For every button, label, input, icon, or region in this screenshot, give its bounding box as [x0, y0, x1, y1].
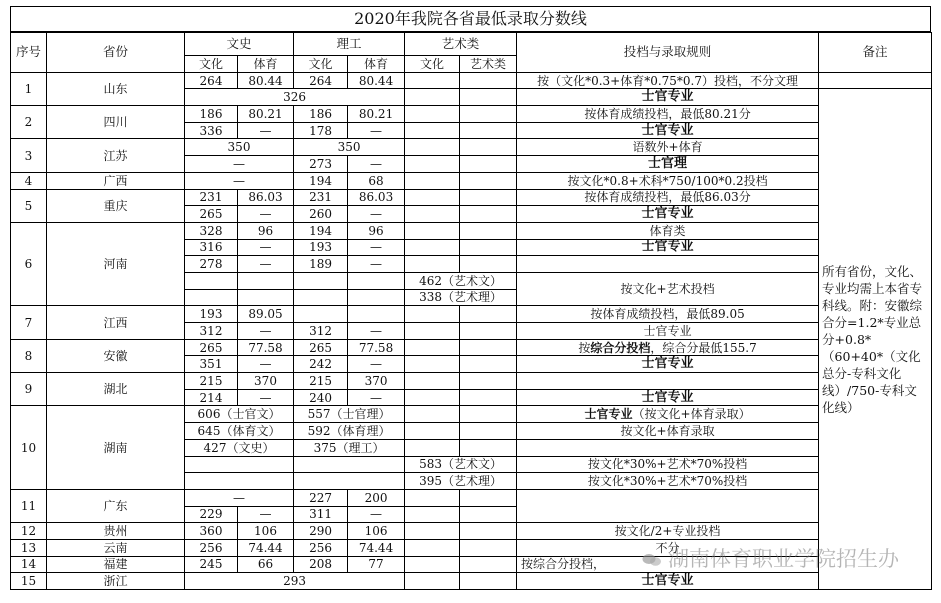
- cell: [405, 172, 460, 189]
- rule-cell: 按文化*30%+艺术*70%投档: [517, 473, 819, 490]
- cell: [405, 339, 460, 356]
- rule-cell: 按文化+艺术投档: [517, 272, 819, 305]
- row-province: 浙江: [47, 573, 185, 590]
- rule-cell: 士官理: [517, 156, 819, 173]
- header-rules: 投档与录取规则: [517, 33, 819, 73]
- cell: 215: [294, 373, 348, 390]
- table-row: [11, 406, 932, 423]
- row-seq: 15: [11, 573, 47, 590]
- cell: [405, 506, 460, 523]
- cell: 583（艺术文）: [405, 456, 517, 473]
- cell: 264: [185, 72, 238, 89]
- cell: —: [348, 323, 405, 340]
- row-province: 广东: [47, 489, 185, 522]
- cell: 592（体育理）: [294, 423, 405, 440]
- cell: 214: [185, 389, 238, 406]
- cell: 326: [185, 89, 405, 106]
- rule-cell: 按文化*0.8+术科*750/100*0.2投档: [517, 172, 819, 189]
- table-row: [11, 72, 932, 89]
- rule-cell: [517, 256, 819, 273]
- rule-text: 按: [578, 340, 591, 355]
- cell: —: [238, 239, 294, 256]
- rule-cell: [517, 339, 819, 356]
- cell: [460, 106, 517, 123]
- header-tiyu: 体育: [238, 56, 294, 73]
- cell: 265: [185, 206, 238, 223]
- cell: —: [348, 239, 405, 256]
- cell: 200: [348, 489, 405, 506]
- cell: 395（艺术理）: [405, 473, 517, 490]
- cell: [294, 473, 405, 490]
- cell: [185, 456, 294, 473]
- table-row: [11, 373, 932, 390]
- row-province: 贵州: [47, 523, 185, 540]
- rule-cell: 按（文化*0.3+体育*0.75*0.7）投档，不分文理: [517, 72, 819, 89]
- cell: [460, 306, 517, 323]
- row-seq: 9: [11, 373, 47, 406]
- cell: 462（艺术文）: [405, 272, 517, 289]
- cell: —: [185, 489, 294, 506]
- rule-cell: [517, 373, 819, 390]
- table-row: [11, 139, 932, 156]
- cell: 231: [185, 189, 238, 206]
- cell: 336: [185, 122, 238, 139]
- rule-cell: 按文化/2+专业投档: [517, 523, 819, 540]
- cell: [405, 306, 460, 323]
- cell: 264: [294, 72, 348, 89]
- cell: 80.21: [348, 106, 405, 123]
- cell: [405, 356, 460, 373]
- cell: 106: [348, 523, 405, 540]
- cell: 360: [185, 523, 238, 540]
- rule-cell: 按文化*30%+艺术*70%投档: [517, 456, 819, 473]
- cell: 557（士官理）: [294, 406, 405, 423]
- cell: —: [348, 506, 405, 523]
- cell: 316: [185, 239, 238, 256]
- cell: [185, 272, 238, 289]
- table-row: [11, 172, 932, 189]
- cell: —: [348, 206, 405, 223]
- cell: 350: [294, 139, 405, 156]
- header-yishu-sub: 艺术类: [460, 56, 517, 73]
- cell: [460, 323, 517, 340]
- cell: —: [185, 156, 294, 173]
- table-row: [11, 106, 932, 123]
- cell: 80.44: [238, 72, 294, 89]
- cell: 350: [185, 139, 294, 156]
- cell: —: [348, 122, 405, 139]
- cell: [405, 423, 460, 440]
- cell: [460, 72, 517, 89]
- cell: [185, 289, 238, 306]
- header-tiyu: 体育: [348, 56, 405, 73]
- cell: [405, 106, 460, 123]
- cell: —: [238, 356, 294, 373]
- rule-cell: 士官专业: [517, 323, 819, 340]
- cell: 194: [294, 172, 348, 189]
- cell: 186: [185, 106, 238, 123]
- cell: [460, 539, 517, 556]
- cell: [238, 289, 294, 306]
- rule-cell: 士官专业: [517, 122, 819, 139]
- cell: —: [348, 156, 405, 173]
- row-province: 福建: [47, 556, 185, 573]
- cell: 96: [348, 222, 405, 239]
- header-seq: 序号: [11, 33, 47, 73]
- rule-cell: 士官专业: [517, 239, 819, 256]
- cell: [405, 206, 460, 223]
- cell: [294, 456, 405, 473]
- row-province: 江苏: [47, 139, 185, 172]
- remarks-note: 所有省份，文化、专业均需上本省专科线。附：安徽综合分=1.2*专业总分+0.8*（60+40*（文化总分-专科文化线）/750-专科文化线）: [819, 89, 932, 590]
- table-row: [11, 339, 932, 356]
- cell: [405, 256, 460, 273]
- cell: [405, 389, 460, 406]
- cell: [348, 306, 405, 323]
- cell: [460, 373, 517, 390]
- cell: [405, 539, 460, 556]
- cell: [405, 156, 460, 173]
- cell: [460, 489, 517, 506]
- header-wenshi: 文史: [185, 33, 294, 56]
- cell: 215: [185, 373, 238, 390]
- row-province: 湖南: [47, 406, 185, 489]
- cell: 645（体育文）: [185, 423, 294, 440]
- cell: [294, 306, 348, 323]
- row-seq: 11: [11, 489, 47, 522]
- cell: [294, 289, 348, 306]
- table-row: [11, 306, 932, 323]
- cell: [405, 122, 460, 139]
- watermark-text: 湖南体育职业学院招生办: [668, 547, 899, 571]
- cell: [460, 156, 517, 173]
- row-province: 重庆: [47, 189, 185, 222]
- cell: [405, 72, 460, 89]
- header-wenhua: 文化: [405, 56, 460, 73]
- cell: 312: [185, 323, 238, 340]
- row-province: 安徽: [47, 339, 185, 372]
- cell: 245: [185, 556, 238, 573]
- table-row: [11, 189, 932, 206]
- header-province: 省份: [47, 33, 185, 73]
- cell: [405, 373, 460, 390]
- cell: [460, 556, 517, 573]
- cell: [460, 506, 517, 523]
- cell: [405, 189, 460, 206]
- cell: 370: [348, 373, 405, 390]
- table-row: [11, 222, 932, 239]
- rule-cell: 按体育成绩投档，最低80.21分: [517, 106, 819, 123]
- cell: —: [238, 206, 294, 223]
- rule-cell: 语数外+体育: [517, 139, 819, 156]
- cell: [819, 72, 932, 89]
- row-seq: 5: [11, 189, 47, 222]
- rule-text-bold: 士官专业: [584, 407, 633, 422]
- cell: [405, 406, 460, 423]
- cell: 328: [185, 222, 238, 239]
- row-province: 河南: [47, 222, 185, 305]
- row-province: 广西: [47, 172, 185, 189]
- cell: 193: [185, 306, 238, 323]
- cell: 68: [348, 172, 405, 189]
- table-row: [11, 556, 932, 573]
- cell: 351: [185, 356, 238, 373]
- cell: 86.03: [348, 189, 405, 206]
- table-row: [11, 523, 932, 540]
- rule-cell: 按综合分投档，: [517, 556, 819, 573]
- cell: 240: [294, 389, 348, 406]
- cell: 278: [185, 256, 238, 273]
- cell: —: [348, 356, 405, 373]
- cell: 260: [294, 206, 348, 223]
- cell: 89.05: [238, 306, 294, 323]
- cell: [460, 523, 517, 540]
- cell: 312: [294, 323, 348, 340]
- row-province: 云南: [47, 539, 185, 556]
- row-province: 湖北: [47, 373, 185, 406]
- rule-cell: 体育类: [517, 222, 819, 239]
- cell: [185, 473, 294, 490]
- cell: —: [185, 172, 294, 189]
- rule-cell: [517, 406, 819, 423]
- cell: —: [238, 323, 294, 340]
- cell: [460, 172, 517, 189]
- cell: [460, 89, 517, 106]
- header-wenhua: 文化: [294, 56, 348, 73]
- row-seq: 3: [11, 139, 47, 172]
- table-row: [11, 539, 932, 556]
- rule-cell: [517, 489, 819, 522]
- cell: [460, 339, 517, 356]
- cell: 194: [294, 222, 348, 239]
- cell: [405, 323, 460, 340]
- cell: 193: [294, 239, 348, 256]
- cell: 265: [185, 339, 238, 356]
- cell: 80.44: [348, 72, 405, 89]
- rule-cell: 按体育成绩投档，最低89.05: [517, 306, 819, 323]
- row-seq: 12: [11, 523, 47, 540]
- cell: [405, 523, 460, 540]
- row-seq: 2: [11, 106, 47, 139]
- cell: 375（理工）: [294, 439, 405, 456]
- cell: [405, 222, 460, 239]
- cell: 186: [294, 106, 348, 123]
- cell: 606（士官文）: [185, 406, 294, 423]
- cell: 273: [294, 156, 348, 173]
- cell: 293: [185, 573, 405, 590]
- cell: [460, 389, 517, 406]
- rule-cell: 士官专业: [517, 206, 819, 223]
- cell: [460, 423, 517, 440]
- cell: [405, 139, 460, 156]
- cell: [294, 272, 348, 289]
- cell: [348, 289, 405, 306]
- cell: —: [238, 389, 294, 406]
- row-seq: 6: [11, 222, 47, 305]
- cell: 80.21: [238, 106, 294, 123]
- cell: [405, 439, 460, 456]
- header-ligong: 理工: [294, 33, 405, 56]
- row-seq: 14: [11, 556, 47, 573]
- row-seq: 10: [11, 406, 47, 489]
- cell: 189: [294, 256, 348, 273]
- header-yishu: 艺术类: [405, 33, 517, 56]
- rule-text: ，综合分最低155.7: [650, 340, 757, 355]
- cell: 86.03: [238, 189, 294, 206]
- rule-cell: 士官专业: [517, 356, 819, 373]
- cell: —: [348, 256, 405, 273]
- cell: 231: [294, 189, 348, 206]
- cell: —: [238, 256, 294, 273]
- row-seq: 13: [11, 539, 47, 556]
- cell: 74.44: [348, 539, 405, 556]
- cell: 265: [294, 339, 348, 356]
- cell: [405, 556, 460, 573]
- cell: [460, 406, 517, 423]
- page-title: 2020年我院各省最低录取分数线: [10, 6, 931, 32]
- cell: 227: [294, 489, 348, 506]
- rule-text-bold: 综合分投档: [590, 340, 651, 355]
- row-province: 山东: [47, 72, 185, 105]
- row-seq: 4: [11, 172, 47, 189]
- cell: 311: [294, 506, 348, 523]
- rule-cell: 不分: [517, 539, 819, 556]
- cell: 178: [294, 122, 348, 139]
- cell: [460, 122, 517, 139]
- cell: —: [238, 506, 294, 523]
- cell: [460, 256, 517, 273]
- cell: —: [238, 122, 294, 139]
- cell: 338（艺术理）: [405, 289, 517, 306]
- cell: 66: [238, 556, 294, 573]
- cell: 242: [294, 356, 348, 373]
- cell: 370: [238, 373, 294, 390]
- cell: [460, 239, 517, 256]
- rule-cell: 按文化+体育录取: [517, 423, 819, 440]
- rule-cell: 士官专业: [517, 573, 819, 590]
- cell: 427（文史）: [185, 439, 294, 456]
- cell: [460, 356, 517, 373]
- header-remarks: 备注: [819, 33, 932, 73]
- rule-cell: 士官专业: [517, 389, 819, 406]
- cell: 290: [294, 523, 348, 540]
- cell: [348, 272, 405, 289]
- table-row: [11, 489, 932, 506]
- score-sheet: [10, 6, 931, 599]
- cell: [405, 89, 460, 106]
- cell: [460, 139, 517, 156]
- rule-cell: 按体育成绩投档，最低86.03分: [517, 189, 819, 206]
- cell: 96: [238, 222, 294, 239]
- rule-cell: [517, 439, 819, 456]
- row-seq: 8: [11, 339, 47, 372]
- cell: [460, 573, 517, 590]
- cell: 229: [185, 506, 238, 523]
- row-province: 四川: [47, 106, 185, 139]
- score-table: [10, 32, 932, 590]
- header-wenhua: 文化: [185, 56, 238, 73]
- cell: [460, 206, 517, 223]
- cell: 77.58: [348, 339, 405, 356]
- cell: [405, 239, 460, 256]
- cell: 256: [185, 539, 238, 556]
- row-seq: 7: [11, 306, 47, 339]
- row-province: 江西: [47, 306, 185, 339]
- cell: 208: [294, 556, 348, 573]
- cell: [405, 573, 460, 590]
- row-seq: 1: [11, 72, 47, 105]
- cell: [238, 272, 294, 289]
- rule-cell: 士官专业: [517, 89, 819, 106]
- cell: 77.58: [238, 339, 294, 356]
- cell: —: [348, 389, 405, 406]
- cell: 106: [238, 523, 294, 540]
- cell: 74.44: [238, 539, 294, 556]
- table-row: [11, 573, 932, 590]
- cell: [460, 439, 517, 456]
- cell: [460, 189, 517, 206]
- rule-text: （按文化+体育录取）: [632, 407, 751, 422]
- cell: [405, 489, 460, 506]
- cell: 256: [294, 539, 348, 556]
- cell: 77: [348, 556, 405, 573]
- cell: [460, 222, 517, 239]
